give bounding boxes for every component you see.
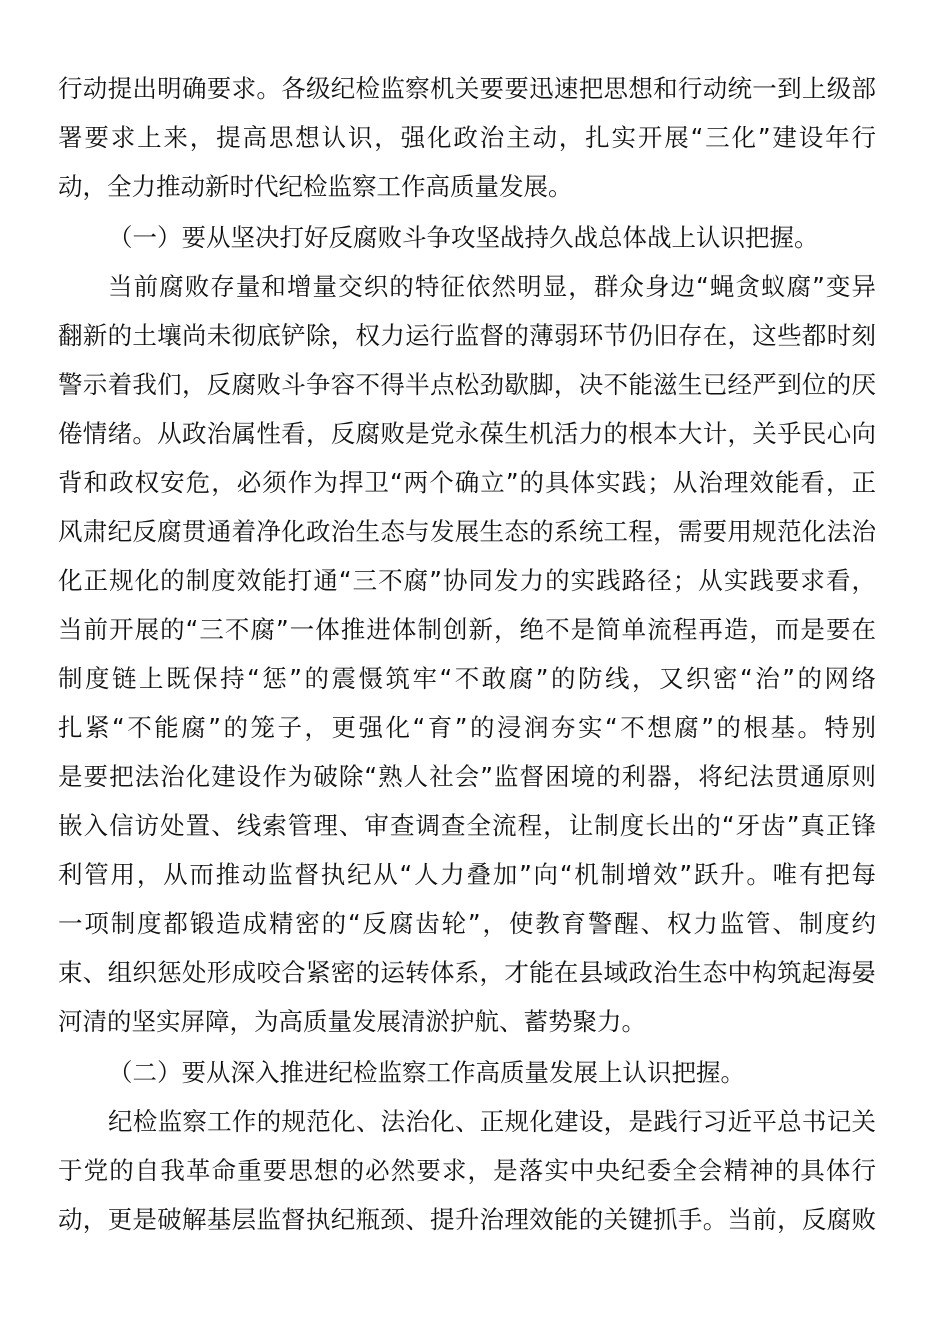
text-line: 翻新的土壤尚未彻底铲除，权力运行监督的薄弱环节仍旧存在，这些都时刻 xyxy=(58,321,876,350)
text-line: 利管用，从而推动监督执纪从“人力叠加”向“机制增效”跃升。唯有把每 xyxy=(58,860,876,889)
text-line: 一项制度都锻造成精密的“反腐齿轮”，使教育警醒、权力监管、制度约 xyxy=(58,909,876,938)
text-line: 背和政权安危，必须作为捍卫“两个确立”的具体实践；从治理效能看，正 xyxy=(58,468,876,497)
text-line: 河清的坚实屏障，为高质量发展清淤护航、蓄势聚力。 xyxy=(58,1007,646,1036)
text-line: 动，全力推动新时代纪检监察工作高质量发展。 xyxy=(58,172,573,201)
paragraph-first-line: 纪检监察工作的规范化、法治化、正规化建设，是践行习近平总书记关 xyxy=(108,1107,876,1136)
text-line: 倦情绪。从政治属性看，反腐败是党永葆生机活力的根本大计，关乎民心向 xyxy=(58,419,876,448)
text-line: 风肃纪反腐贯通着净化政治生态与发展生态的系统工程，需要用规范化法治 xyxy=(58,517,876,546)
text-line: 行动提出明确要求。各级纪检监察机关要要迅速把思想和行动统一到上级部 xyxy=(58,74,876,103)
text-line: 动，更是破解基层监督执纪瓶颈、提升治理效能的关键抓手。当前，反腐败 xyxy=(58,1205,876,1234)
paragraph-first-line: 当前腐败存量和增量交织的特征依然明显，群众身边“蝇贪蚁腐”变异 xyxy=(108,272,876,301)
text-line: 当前开展的“三不腐”一体推进体制创新，绝不是简单流程再造，而是要在 xyxy=(58,615,876,644)
section-heading-2: （二）要从深入推进纪检监察工作高质量发展上认识把握。 xyxy=(108,1058,745,1087)
text-line: 嵌入信访处置、线索管理、审查调查全流程，让制度长出的“牙齿”真正锋 xyxy=(58,811,876,840)
text-line: 警示着我们，反腐败斗争容不得半点松劲歇脚，决不能滋生已经严到位的厌 xyxy=(58,370,876,399)
text-line: 是要把法治化建设作为破除“熟人社会”监督困境的利器，将纪法贯通原则 xyxy=(58,762,876,791)
text-line: 制度链上既保持“惩”的震慑筑牢“不敢腐”的防线，又织密“治”的网络 xyxy=(58,664,876,693)
section-heading-1: （一）要从坚决打好反腐败斗争攻坚战持久战总体战上认识把握。 xyxy=(108,223,819,252)
text-line: 束、组织惩处形成咬合紧密的运转体系，才能在县域政治生态中构筑起海晏 xyxy=(58,958,876,987)
text-line: 扎紧“不能腐”的笼子，更强化“育”的浸润夯实“不想腐”的根基。特别 xyxy=(58,713,876,742)
text-line: 于党的自我革命重要思想的必然要求，是落实中央纪委全会精神的具体行 xyxy=(58,1156,876,1185)
text-line: 化正规化的制度效能打通“三不腐”协同发力的实践路径；从实践要求看， xyxy=(58,566,876,595)
text-line: 署要求上来，提高思想认识，强化政治主动，扎实开展“三化”建设年行 xyxy=(58,123,876,152)
